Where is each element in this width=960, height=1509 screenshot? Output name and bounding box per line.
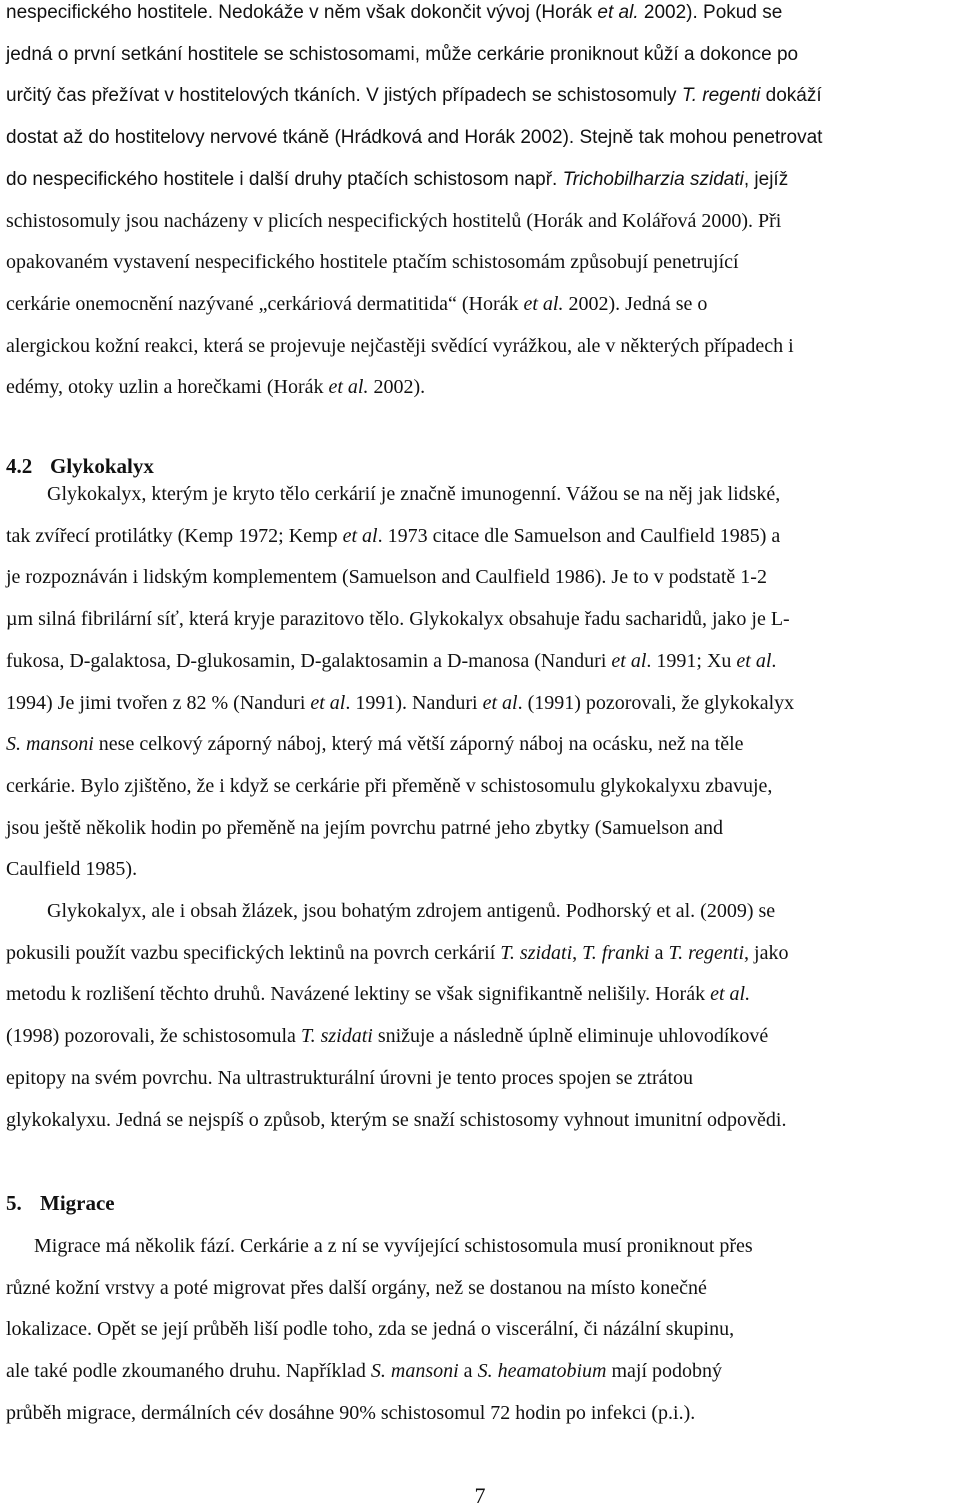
text-line: Glykokalyx, kterým je kryto tělo cerkárií je značně imunogenní. Vážou se na něj jak lidské,: [47, 483, 781, 505]
paragraph-glykokalyx: [6, 474, 954, 891]
text-line: fukosa, D-galaktosa, D-glukosamin, D-galaktosamin a D-manosa (Nanduri et al. 1991; Xu et al.: [6, 649, 777, 672]
text-line: edémy, otoky uzlin a horečkami (Horák et al. 2002).: [6, 376, 426, 399]
text-line: opakovaném vystavení nespecifického hostitele ptačím schistosomám způsobují penetrující: [6, 251, 739, 274]
section-heading-migrace: [6, 1191, 115, 1216]
text-line: cerkárie onemocnění nazývané „cerkáriová dermatitida“ (Horák et al. 2002). Jedná se o: [6, 292, 708, 315]
text-line: 1994) Je jimi tvořen z 82 % (Nanduri et al. 1991). Nanduri et al. (1991) pozorovali, že glykokalyx: [6, 691, 795, 714]
text-line: nespecifického hostitele. Nedokáže v něm však dokončit vývoj (Horák et al. 2002). Pokud se: [6, 2, 783, 23]
text-line: epitopy na svém povrchu. Na ultrastrukturální úrovni je tento proces spojen se ztrátou: [6, 1066, 694, 1089]
text-line: průběh migrace, dermálních cév dosáhne 90% schistosomul 72 hodin po infekci (p.i.).: [6, 1401, 696, 1424]
text-line: Caulfield 1985).: [6, 858, 138, 881]
paragraph-migrace: [6, 1226, 954, 1435]
text-line: (1998) pozorovali, že schistosomula T. szidati snižuje a následně úplně eliminuje uhlovodíkové: [6, 1025, 769, 1048]
text-line: S. mansoni nese celkový záporný náboj, který má větší záporný náboj na ocásku, než na těle: [6, 733, 744, 756]
text-line: lokalizace. Opět se její průběh liší podle toho, zda se jedná o viscerální, či názální skupinu,: [6, 1318, 735, 1341]
paragraph-host-penetration: [6, 0, 954, 409]
text-line: určitý čas přežívat v hostitelových tkáních. V jistých případech se schistosomuly T. regenti dokáží: [6, 85, 822, 107]
text-line: Migrace má několik fází. Cerkárie a z ní se vyvíjející schistosomula musí proniknout přes: [34, 1235, 753, 1257]
text-line: schistosomuly jsou nacházeny v plicích nespecifických hostitelů (Horák and Kolářová 2000). Při: [6, 209, 782, 232]
section-title: Migrace: [40, 1191, 115, 1215]
text-line: metodu k rozlišení těchto druhů. Navázené lektiny se však signifikantně nelišily. Horák et al.: [6, 983, 751, 1006]
page-number: 7: [474, 1483, 486, 1508]
text-line: glykokalyxu. Jedná se nejspíš o způsob, kterým se snaží schistosomy vyhnout imunitní odpovědi.: [6, 1108, 787, 1131]
text-line: ale také podle zkoumaného druhu. Například S. mansoni a S. heamatobium mají podobný: [6, 1360, 722, 1383]
paragraph-antigens: [6, 891, 954, 1141]
text-line: tak zvířecí protilátky (Kemp 1972; Kemp et al. 1973 citace dle Samuelson and Caulfield 1985) a: [6, 524, 781, 547]
text-line: různé kožní vrstvy a poté migrovat přes další orgány, než se dostanou na místo konečné: [6, 1276, 707, 1299]
text-line: dostat až do hostitelovy nervové tkáně (Hrádková and Horák 2002). Stejně tak mohou penetrovat: [6, 127, 823, 149]
text-line: alergickou kožní reakci, která se projevuje nejčastěji svědící vyrážkou, ale v některých případech i: [6, 334, 794, 357]
section-number: 5.: [6, 1191, 22, 1215]
text-line: cerkárie. Bylo zjištěno, že i když se cerkárie při přeměně v schistosomulu glykokalyxu zbavuje,: [6, 774, 773, 797]
text-line: Glykokalyx, ale i obsah žlázek, jsou bohatým zdrojem antigenů. Podhorský et al. (2009) se: [47, 900, 776, 922]
text-line: pokusili použít vazbu specifických lektinů na povrch cerkárií T. szidati, T. franki a T. regenti, jako: [6, 941, 789, 964]
section-title: Glykokalyx: [50, 454, 154, 478]
text-line: µm silná fibrilární síť, která kryje parazitovo tělo. Glykokalyx obsahuje řadu sacharidů, jako je L-: [6, 608, 790, 631]
text-line: do nespecifického hostitele i další druhy ptačích schistosom např. Trichobilharzia szidati, jejíž: [6, 168, 789, 190]
section-number: 4.2: [6, 454, 33, 478]
text-line: je rozpoznáván i lidským komplementem (Samuelson and Caulfield 1986). Je to v podstatě 1-2: [6, 566, 767, 589]
text-line: jedná o první setkání hostitele se schistosomami, může cerkárie proniknout kůží a dokonce po: [6, 43, 799, 65]
text-line: jsou ještě několik hodin po přeměně na jejím povrchu patrné jeho zbytky (Samuelson and: [6, 816, 724, 839]
